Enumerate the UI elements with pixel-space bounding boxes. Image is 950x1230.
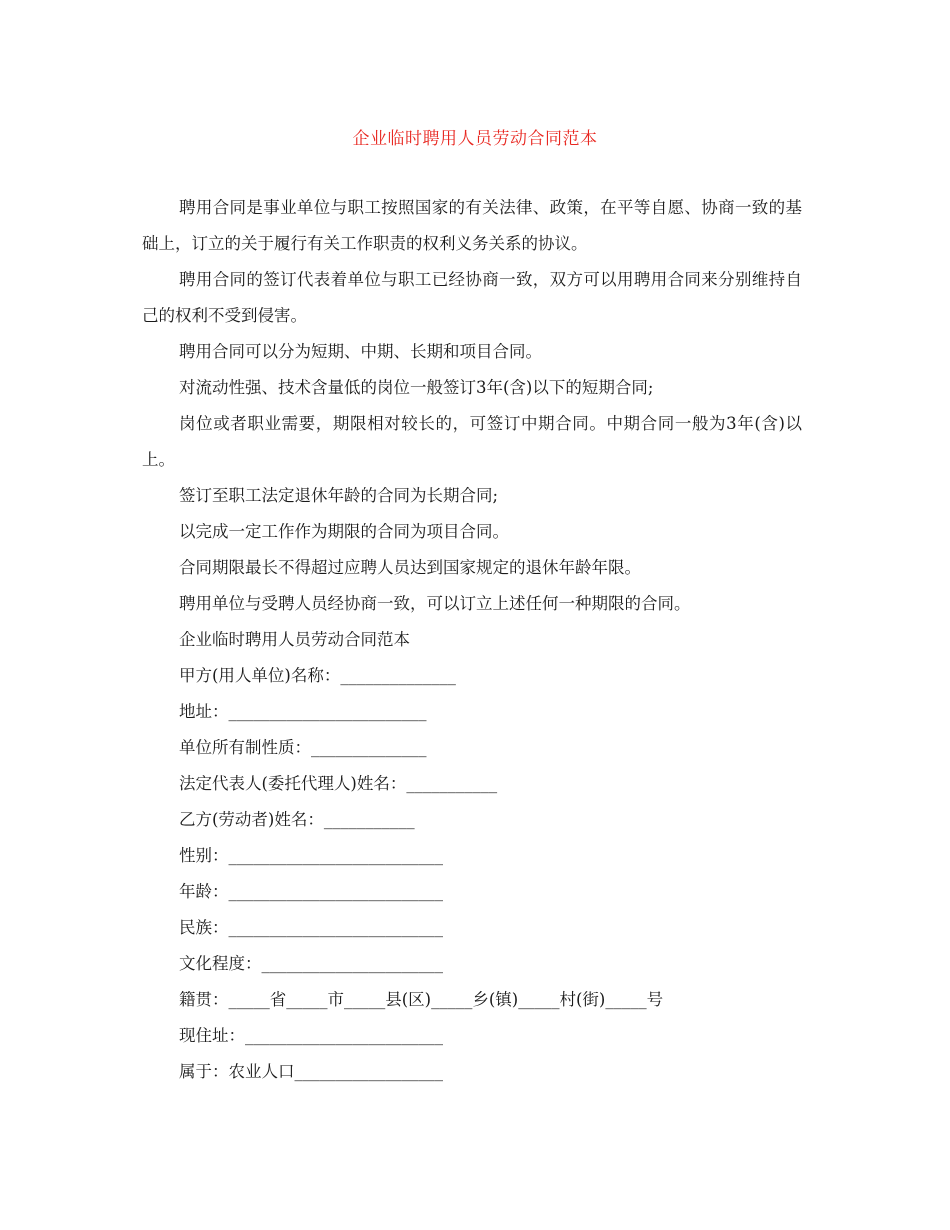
paragraph: 聘用合同是事业单位与职工按照国家的有关法律、政策，在平等自愿、协商一致的基础上，订立的关于履行有关工作职责的权利义务关系的协议。 xyxy=(142,198,802,253)
paragraph: 岗位或者职业需要，期限相对较长的，可签订中期合同。中期合同一般为3年(含)以上。 xyxy=(142,414,802,469)
paragraph: 合同期限最长不得超过应聘人员达到国家规定的退休年龄年限。 xyxy=(179,558,641,577)
paragraph: 对流动性强、技术含量低的岗位一般签订3年(含)以下的短期合同; xyxy=(179,378,654,397)
document-title: 企业临时聘用人员劳动合同范本 xyxy=(352,129,598,149)
ownership-type-field: 单位所有制性质：______________ xyxy=(179,738,427,757)
address-field: 地址：________________________ xyxy=(179,702,427,721)
ethnicity-field: 民族：__________________________ xyxy=(179,918,443,937)
age-field: 年龄：__________________________ xyxy=(179,882,443,901)
household-type-field: 属于：农业人口__________________ xyxy=(179,1062,443,1081)
education-field: 文化程度：______________________ xyxy=(179,954,443,973)
employer-name-field: 甲方(用人单位)名称：______________ xyxy=(179,666,456,685)
paragraph: 聘用合同可以分为短期、中期、长期和项目合同。 xyxy=(179,342,542,361)
paragraph: 签订至职工法定退休年龄的合同为长期合同; xyxy=(179,486,499,505)
gender-field: 性别：__________________________ xyxy=(179,846,443,865)
native-place-field: 籍贯：_____省_____市_____县(区)_____乡(镇)_____村(街)_____号 xyxy=(179,990,664,1009)
current-address-field: 现住址：________________________ xyxy=(179,1026,443,1045)
paragraph: 聘用单位与受聘人员经协商一致，可以订立上述任何一种期限的合同。 xyxy=(179,594,691,613)
legal-representative-field: 法定代表人(委托代理人)姓名：___________ xyxy=(179,774,498,793)
employee-name-field: 乙方(劳动者)姓名：___________ xyxy=(179,810,415,829)
document-body xyxy=(142,190,802,1090)
paragraph: 以完成一定工作作为期限的合同为项目合同。 xyxy=(179,522,509,541)
contract-subtitle: 企业临时聘用人员劳动合同范本 xyxy=(179,630,410,649)
paragraph: 聘用合同的签订代表着单位与职工已经协商一致，双方可以用聘用合同来分别维持自己的权利不受到侵害。 xyxy=(142,270,802,325)
